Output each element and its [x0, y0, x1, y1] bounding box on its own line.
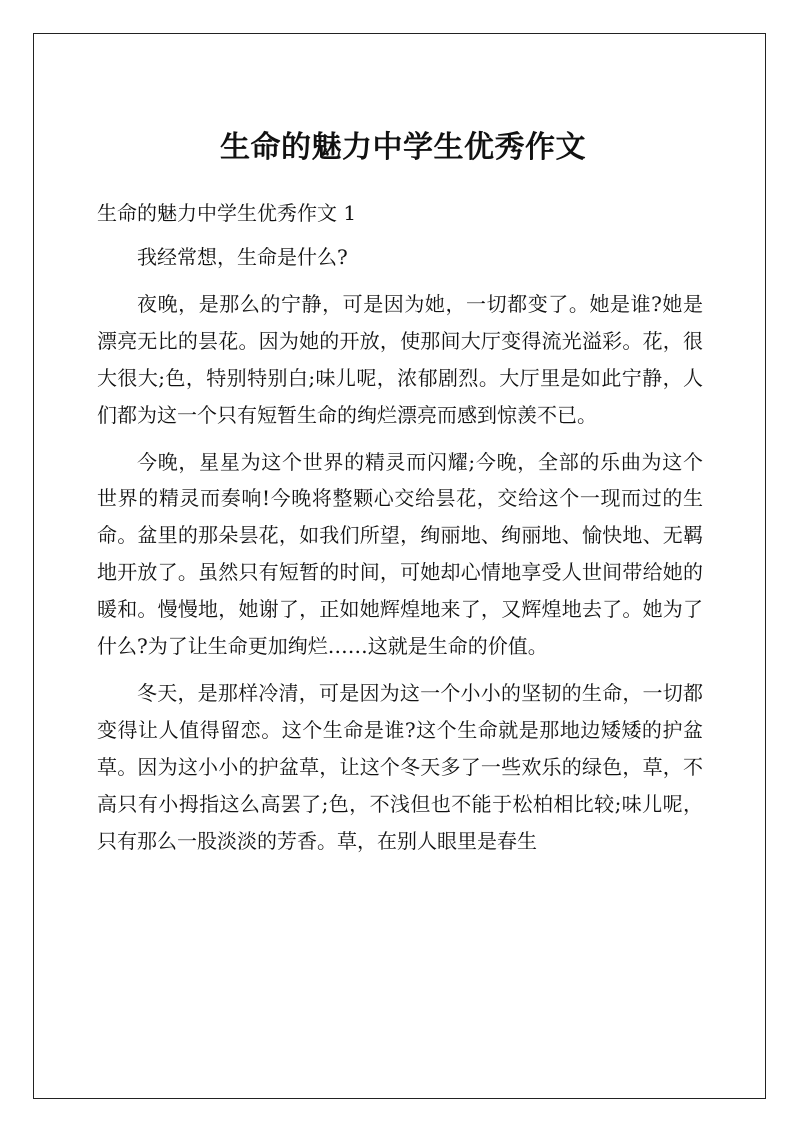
document-title: 生命的魅力中学生优秀作文	[220, 130, 586, 165]
paragraph-3: 今晚，星星为这个世界的精灵而闪耀;今晚，全部的乐曲为这个世界的精灵而奏响!今晚将整颗心交给昙花，交给这个一现而过的生命。盆里的那朵昙花，如我们所望，绚丽地、绚丽地、愉快地、无羁地开放了。虽然只有短暂的时间，可她却心情地享受人世间带给她的暖和。慢慢地，她谢了，正如她辉煌地来了，又辉煌地去了。她为了什么?为了让生命更加绚烂……这就是生命的价值。	[97, 449, 703, 659]
paragraph-4: 冬天，是那样冷清，可是因为这一个小小的坚韧的生命，一切都变得让人值得留恋。这个生命是谁?这个生命就是那地边矮矮的护盆草。因为这小小的护盆草，让这个冬天多了一些欢乐的绿色，草，不高只有小拇指这么高罢了;色，不浅但也不能于松柏相比较;味儿呢，只有那么一股淡淡的芳香。草，在别人眼里是春生	[97, 680, 703, 853]
paragraph-2: 夜晚，是那么的宁静，可是因为她，一切都变了。她是谁?她是漂亮无比的昙花。因为她的开放，使那间大厅变得流光溢彩。花，很大很大;色，特别特别白;味儿呢，浓郁剧烈。大厅里是如此宁静，人们都为这一个只有短暂生命的绚烂漂亮而感到惊羡不已。	[97, 291, 703, 427]
paragraph-1: 我经常想，生命是什么?	[137, 245, 348, 269]
section-heading: 生命的魅力中学生优秀作文 1	[97, 201, 357, 225]
document-body	[97, 132, 703, 860]
